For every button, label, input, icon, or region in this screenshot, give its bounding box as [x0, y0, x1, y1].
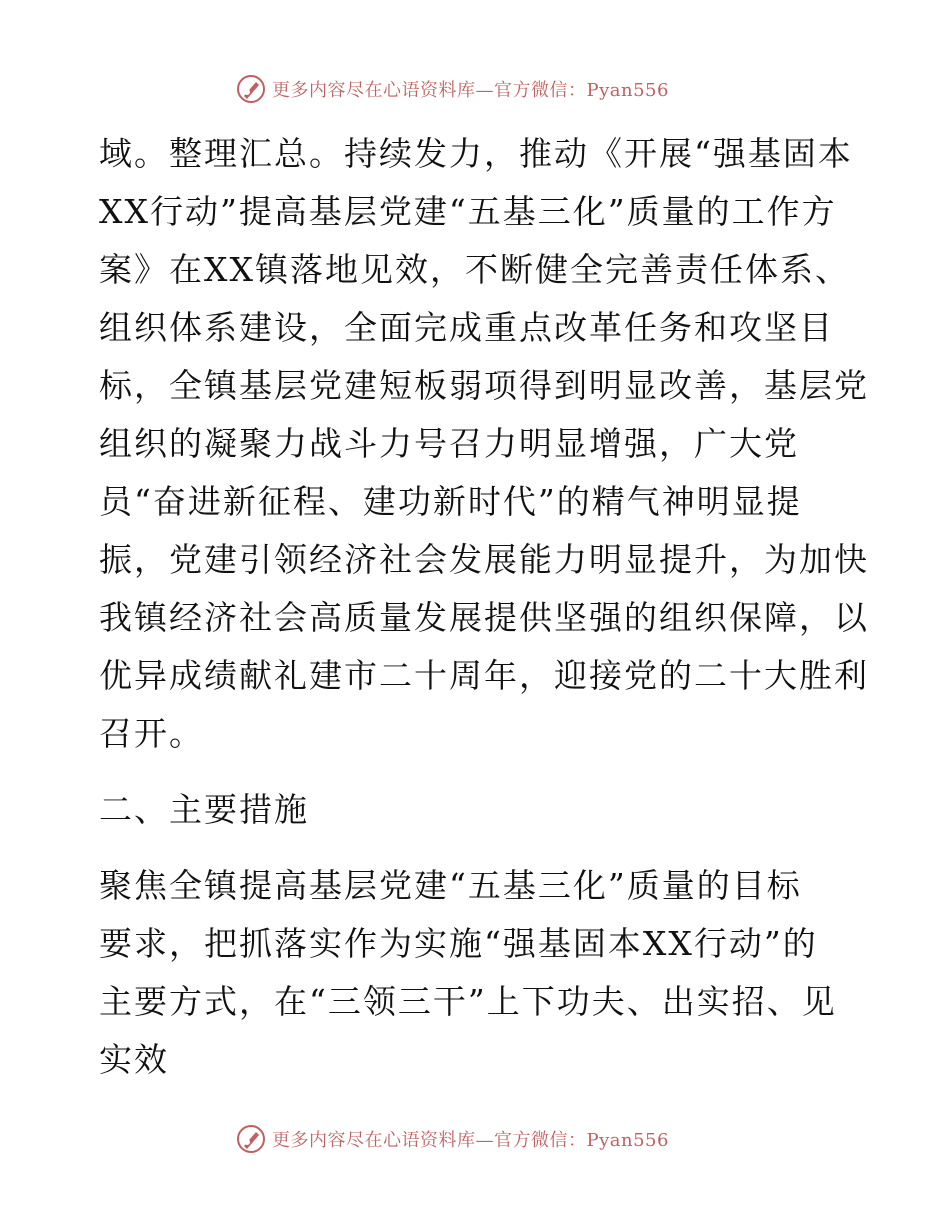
footer-watermark: [236, 1124, 669, 1154]
pen-logo-icon: [236, 74, 266, 104]
text-line: 标，全镇基层党建短板弱项得到明显改善，基层党: [99, 366, 869, 405]
text-line: 优异成绩献礼建市二十周年，迎接党的二十大胜利: [99, 656, 869, 695]
text-line: 振，党建引领经济社会发展能力明显提升，为加快: [99, 540, 869, 579]
text-line: 主要方式，在“三领三干”上下功夫、出实招、见: [99, 982, 837, 1021]
watermark-text: 更多内容尽在心语资料库—官方微信：Pyan556: [272, 1130, 669, 1151]
text-line: 要求，把抓落实作为实施“强基固本XX行动”的: [99, 924, 818, 963]
text-line: 我镇经济社会高质量发展提供坚强的组织保障，以: [99, 598, 869, 637]
watermark-text: 更多内容尽在心语资料库—官方微信：Pyan556: [272, 80, 669, 101]
text-line: 组织体系建设，全面完成重点改革任务和攻坚目: [99, 308, 834, 347]
header-watermark: [236, 74, 669, 104]
text-line: 组织的凝聚力战斗力号召力明显增强，广大党: [99, 424, 799, 463]
text-line: 员“奋进新征程、建功新时代”的精气神明显提: [99, 482, 802, 521]
text-line: 实效: [99, 1040, 169, 1079]
text-line: XX行动”提高基层党建“五基三化”质量的工作方: [99, 192, 837, 231]
pen-logo-icon: [236, 1124, 266, 1154]
section-heading: 二、主要措施: [99, 790, 309, 829]
text-line: 案》在XX镇落地见效，不断健全完善责任体系、: [99, 250, 850, 289]
text-line: 召开。: [99, 714, 204, 753]
text-line: 聚焦全镇提高基层党建“五基三化”质量的目标: [99, 866, 802, 905]
text-line: 域。整理汇总。持续发力，推动《开展“强基固本: [99, 134, 853, 173]
